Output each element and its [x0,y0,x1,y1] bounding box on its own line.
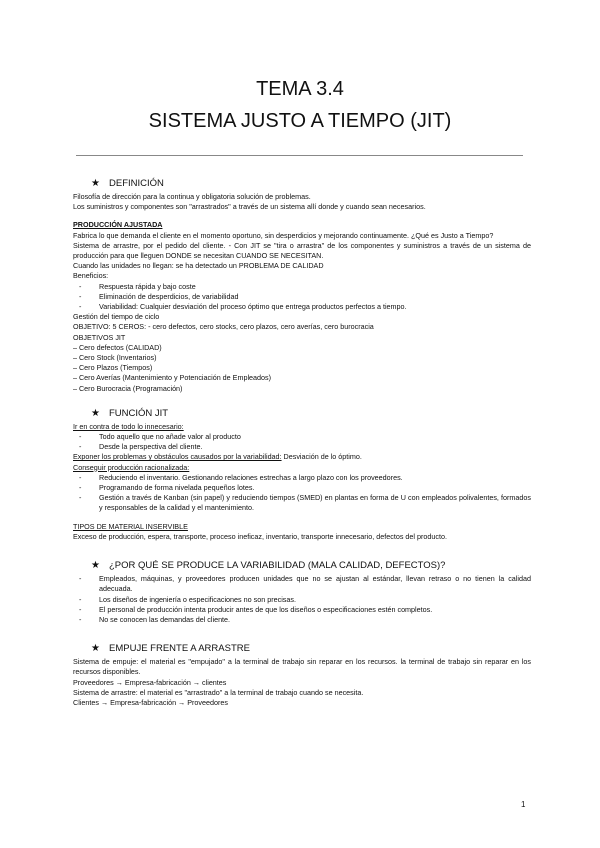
section-funcion-heading [73,408,531,420]
list-item: - Eliminación de desperdicios, de variabilidad [73,292,531,302]
title-divider [76,155,523,156]
subheading-produccion-ajustada: PRODUCCIÓN AJUSTADA [73,220,163,230]
tipos-material-label: TIPOS DE MATERIAL INSERVIBLE [73,521,188,531]
section-definicion-heading [73,178,531,190]
exponer-line [73,452,531,462]
list-item: - No se conocen las demandas del cliente. [73,615,531,625]
list-item: – Cero Plazos (Tiempos) [73,363,153,373]
section-heading-text: FUNCIÓN JIT [109,407,169,419]
page-title-line-1: TEMA 3.4 [256,78,344,100]
text-line: Los suministros y componentes son "arrastrados" a través de un sistema allí donde y cuando sean necesarios. [73,202,426,212]
list-item: - Respuesta rápida y bajo coste [73,282,531,292]
text-line: Proveedores → Empresa-fabricación → clientes [73,677,227,687]
objetivos-label: OBJETIVOS JIT [73,332,126,342]
conseguir-list [73,473,531,514]
list-item: - El personal de producción intenta producir antes de que los diseños o especificaciones estén completos. [73,605,531,615]
beneficios-list [73,282,531,313]
list-item: - Los diseños de ingeniería o especificaciones no son precisas. [73,595,531,605]
list-item: - Desde la perspectiva del cliente. [73,442,531,452]
star-bullet-icon: ★ [91,178,100,189]
list-item: - Programando de forma nivelada pequeños lotes. [73,483,531,493]
page-number: 1 [521,800,526,809]
star-bullet-icon: ★ [91,560,100,572]
star-bullet-icon: ★ [91,643,100,655]
exponer-rest: Desviación de lo óptimo. [281,452,362,462]
paragraph: Sistema de arrastre, por el pedido del cliente. - Con JIT se "tira o arrastra" de los componentes y suministros a través de un sistema de producción para que lleguen DONDE se necesitan CUANDO SE NECESITAN. [73,240,531,261]
section-heading-text: ¿POR QUÉ SE PRODUCE LA VARIABILIDAD (MALA CALIDAD, DEFECTOS)? [109,560,446,572]
text-line: OBJETIVO: 5 CEROS: - cero defectos, cero stocks, cero plazos, cero averías, cero burocracia [73,322,374,332]
exponer-label: Exponer los problemas y obstáculos causados por la variabilidad: [73,452,282,462]
paragraph: Cuando las unidades no llegan: se ha detectado un PROBLEMA DE CALIDAD [73,261,324,271]
tipos-material-text: Exceso de producción, espera, transporte, proceso ineficaz, inventario, transporte innecesario, defectos del producto. [73,531,447,541]
text-line: Clientes → Empresa-fabricación → Proveedores [73,697,228,707]
list-item: – Cero Averías (Mantenimiento y Potenciación de Empleados) [73,373,272,383]
variabilidad-list [73,574,531,625]
section-heading-text: DEFINICIÓN [109,178,164,189]
list-item: - Empleados, máquinas, y proveedores producen unidades que no se ajustan al estándar, llevan retraso o no tienen la calidad adecuada. [73,574,531,594]
list-item: - Todo aquello que no añade valor al producto [73,432,531,442]
document-body [73,178,531,708]
ir-en-contra-list [73,432,531,452]
list-item: - Variabilidad: Cualquier desviación del proceso óptimo que entrega productos perfectos a tiempo. [73,302,531,312]
text-line: Gestión del tiempo de ciclo [73,312,160,322]
list-item: – Cero defectos (CALIDAD) [73,342,162,352]
section-empuje-heading [73,643,531,655]
text-line: Sistema de arrastre: el material es "arrastrado" a la terminal de trabajo cuando se necesita. [73,687,364,697]
conseguir-label: Conseguir producción racionalizada: [73,462,190,472]
list-item: – Cero Burocracia (Programación) [73,383,183,393]
star-bullet-icon: ★ [91,407,100,419]
text-line: Filosofía de dirección para la continua y obligatoria solución de problemas. [73,192,311,201]
text-line: Sistema de empuje: el material es "empujado" a la terminal de trabajo sin reparar en los recursos. la terminal de trabajo sin reparar en los recursos disponibles. [73,657,531,677]
list-item: - Gestión a través de Kanban (sin papel) y reduciendo tiempos (SMED) en plantas en forma de U con empleados polivalentes, formados y responsables de la calidad y el mantenimiento. [73,493,531,513]
list-item: – Cero Stock (Inventarios) [73,353,157,363]
paragraph: Fabrica lo que demanda el cliente en el momento oportuno, sin desperdicios y mejorando continuamente. ¿Qué es Justo a Tiempo? [73,230,494,240]
section-heading-text: EMPUJE FRENTE A ARRASTRE [109,643,250,655]
list-item: - Reduciendo el inventario. Gestionando relaciones estrechas a largo plazo con los proveedores. [73,473,531,483]
section-variabilidad-heading [73,560,531,572]
ir-en-contra-label: Ir en contra de todo lo innecesario: [73,421,184,431]
page-title-line-2: SISTEMA JUSTO A TIEMPO (JIT) [148,110,452,132]
beneficios-label: Beneficios: [73,271,109,281]
